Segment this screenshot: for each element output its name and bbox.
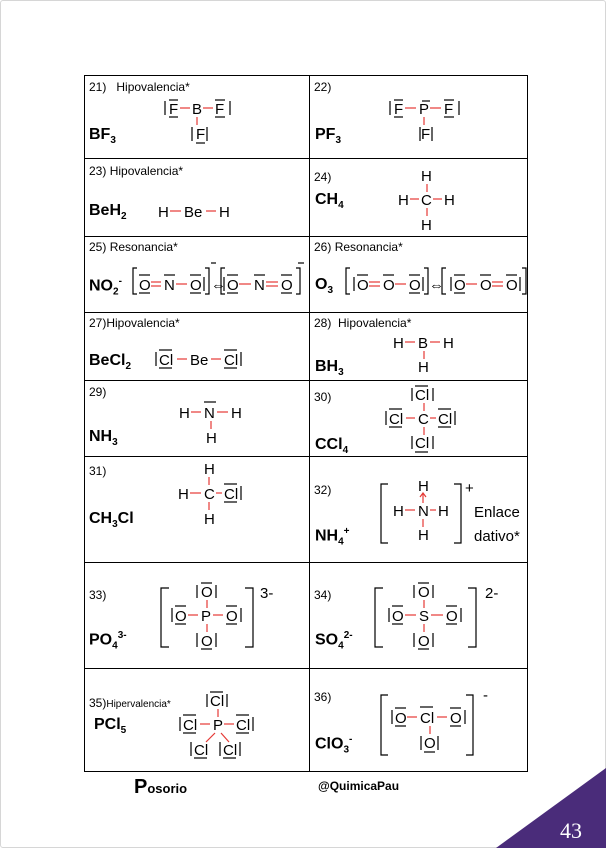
svg-text:O: O [383,277,395,294]
page-number: 43 [560,818,582,843]
lewis-pcl5 [180,692,253,759]
formula-ch4: $CH_4$ [315,191,344,212]
svg-text:S: S [419,608,430,625]
atom: F [196,126,206,143]
svg-text:Cl: Cl [224,352,239,369]
svg-text:H: H [206,430,217,447]
cell-31-label: 31) [89,464,107,478]
cell-32-label: 32) [314,483,332,497]
svg-text:H: H [421,217,432,234]
lewis-pf3 [390,100,459,143]
svg-text:O: O [357,277,369,294]
svg-text:H: H [444,192,455,209]
svg-text:O: O [175,608,187,625]
social-handle: @QuimicaPau [318,779,400,793]
svg-text:O: O [139,277,151,294]
svg-text:H: H [393,503,404,520]
formula-so4: $SO_4^{2-}$ [315,630,353,652]
lewis-ch4 [398,168,455,234]
lewis-ch3cl [178,461,241,528]
svg-text:O: O [418,584,430,601]
svg-text:O: O [201,633,213,650]
svg-text:Be: Be [184,204,203,221]
lewis-ccl4 [386,386,455,452]
atom: F [421,126,431,143]
svg-text:O: O [424,735,436,752]
svg-text:Cl: Cl [420,710,435,727]
svg-text:C: C [421,192,432,209]
svg-text:N: N [418,503,429,520]
svg-text:O: O [506,277,518,294]
lewis-clo3 [381,687,488,755]
formula-ch3cl: $CH_3Cl$ [89,510,134,531]
svg-text:C: C [418,411,429,428]
svg-text:O: O [201,584,213,601]
lewis-nh4 [381,478,520,545]
svg-text:B: B [418,335,429,352]
svg-text:H: H [179,405,190,422]
lewis-bh3 [393,335,454,376]
cell-33-label: 33) [89,588,107,602]
formula-pf3: $PF_3$ [315,126,342,147]
lewis-beh2 [158,204,230,221]
svg-text:O: O [226,608,238,625]
atom: F [215,101,225,118]
formula-clo3: ClO$_3$- [315,734,353,756]
svg-text:Cl: Cl [236,717,251,734]
svg-text:Be: Be [190,352,209,369]
svg-text:O: O [227,277,239,294]
svg-text:P: P [213,717,224,734]
cell-24-label: 24) [314,170,332,184]
svg-text:O: O [409,277,421,294]
svg-text:O: O [454,277,466,294]
svg-text:Cl: Cl [224,486,239,503]
lewis-po4 [161,583,273,650]
formula-pcl5: PCl$_5$ [94,716,127,737]
formula-bf3: $BF_3$ [89,126,116,147]
svg-text:O: O [281,277,293,294]
svg-text:O: O [480,277,492,294]
atom: B [192,101,203,118]
lewis-o3 [346,268,526,294]
cell-27-label: 27)Hipovalencia* [89,316,180,330]
svg-text:3-: 3- [260,585,274,602]
cell-22-label: 22) [314,80,332,94]
svg-text:H: H [421,168,432,185]
svg-text:H: H [178,486,189,503]
svg-text:N: N [254,277,265,294]
svg-text:C: C [204,486,215,503]
svg-text:H: H [158,204,169,221]
atom: F [394,101,404,118]
svg-text:Cl: Cl [159,352,174,369]
svg-text:H: H [204,461,215,478]
svg-text:N: N [204,405,215,422]
svg-text:N: N [164,277,175,294]
svg-text:⇔: ⇔ [211,277,226,294]
svg-text:-: - [483,687,488,704]
svg-text:Cl: Cl [210,693,225,710]
lewis-no2 [133,263,304,294]
svg-text:⇔: ⇔ [429,277,444,294]
formula-no2: $NO_2^-$ [89,276,122,298]
cell-34-label: 34) [314,588,332,602]
svg-text:Cl: Cl [415,387,430,404]
svg-text:H: H [443,335,454,352]
svg-text:H: H [438,503,449,520]
svg-text:O: O [392,608,404,625]
formula-bh3: $BH_3$ [315,358,344,379]
cell-28-label: 28) Hipovalencia* [314,316,412,330]
svg-text:Cl: Cl [389,411,404,428]
svg-text:O: O [446,608,458,625]
cell-25-label: 25) Resonancia* [89,240,178,254]
svg-text:+: + [465,480,474,497]
svg-text:H: H [231,405,242,422]
cell-36-label: 36) [314,690,332,704]
atom: P [419,101,430,118]
formula-nh3: $NH_3$ [89,428,118,449]
svg-text:H: H [219,204,230,221]
cell-23-label: 23) Hipovalencia* [89,164,184,178]
svg-text:Cl: Cl [438,411,453,428]
svg-text:P: P [201,608,212,625]
formula-ccl4: CCl$_4$ [315,436,349,457]
lewis-becl2 [156,350,241,369]
svg-text:Cl: Cl [223,742,238,759]
svg-text:H: H [418,478,429,495]
svg-text:H: H [204,511,215,528]
cell-26-label: 26) Resonancia* [314,240,403,254]
formula-nh4: $NH_4^+$ [315,526,350,548]
cell-30-label: 30) [314,390,332,404]
atom: F [169,101,179,118]
lewis-so4 [375,583,498,650]
svg-text:H: H [418,527,429,544]
svg-text:Cl: Cl [194,742,209,759]
svg-text:O: O [450,710,462,727]
svg-text:Cl: Cl [415,435,430,452]
formula-becl2: BeCl$_2$ [89,352,132,373]
svg-text:H: H [393,335,404,352]
svg-text:H: H [398,192,409,209]
svg-text:Enlace: Enlace [474,504,520,521]
formula-beh2: BeH$_2$ [89,202,127,223]
svg-text:2-: 2- [485,585,499,602]
cell-21-label: 21) Hipovalencia* [89,80,190,94]
cell-35-label: 35)Hipervalencia* [89,696,171,710]
page-corner-decoration [496,768,606,848]
svg-text:H: H [418,359,429,376]
svg-text:dativo*: dativo* [474,528,520,545]
svg-text:O: O [418,633,430,650]
cell-29-label: 29) [89,385,107,399]
atom: F [444,101,454,118]
svg-text:O: O [395,710,407,727]
formula-o3: $O_3$ [315,276,334,297]
formula-po4: $PO_4^{3-}$ [89,630,127,652]
lewis-bf3 [165,100,230,143]
svg-text:O: O [190,277,202,294]
svg-text:Cl: Cl [183,717,198,734]
brand: Posorio [134,776,188,798]
lewis-nh3 [179,402,242,447]
